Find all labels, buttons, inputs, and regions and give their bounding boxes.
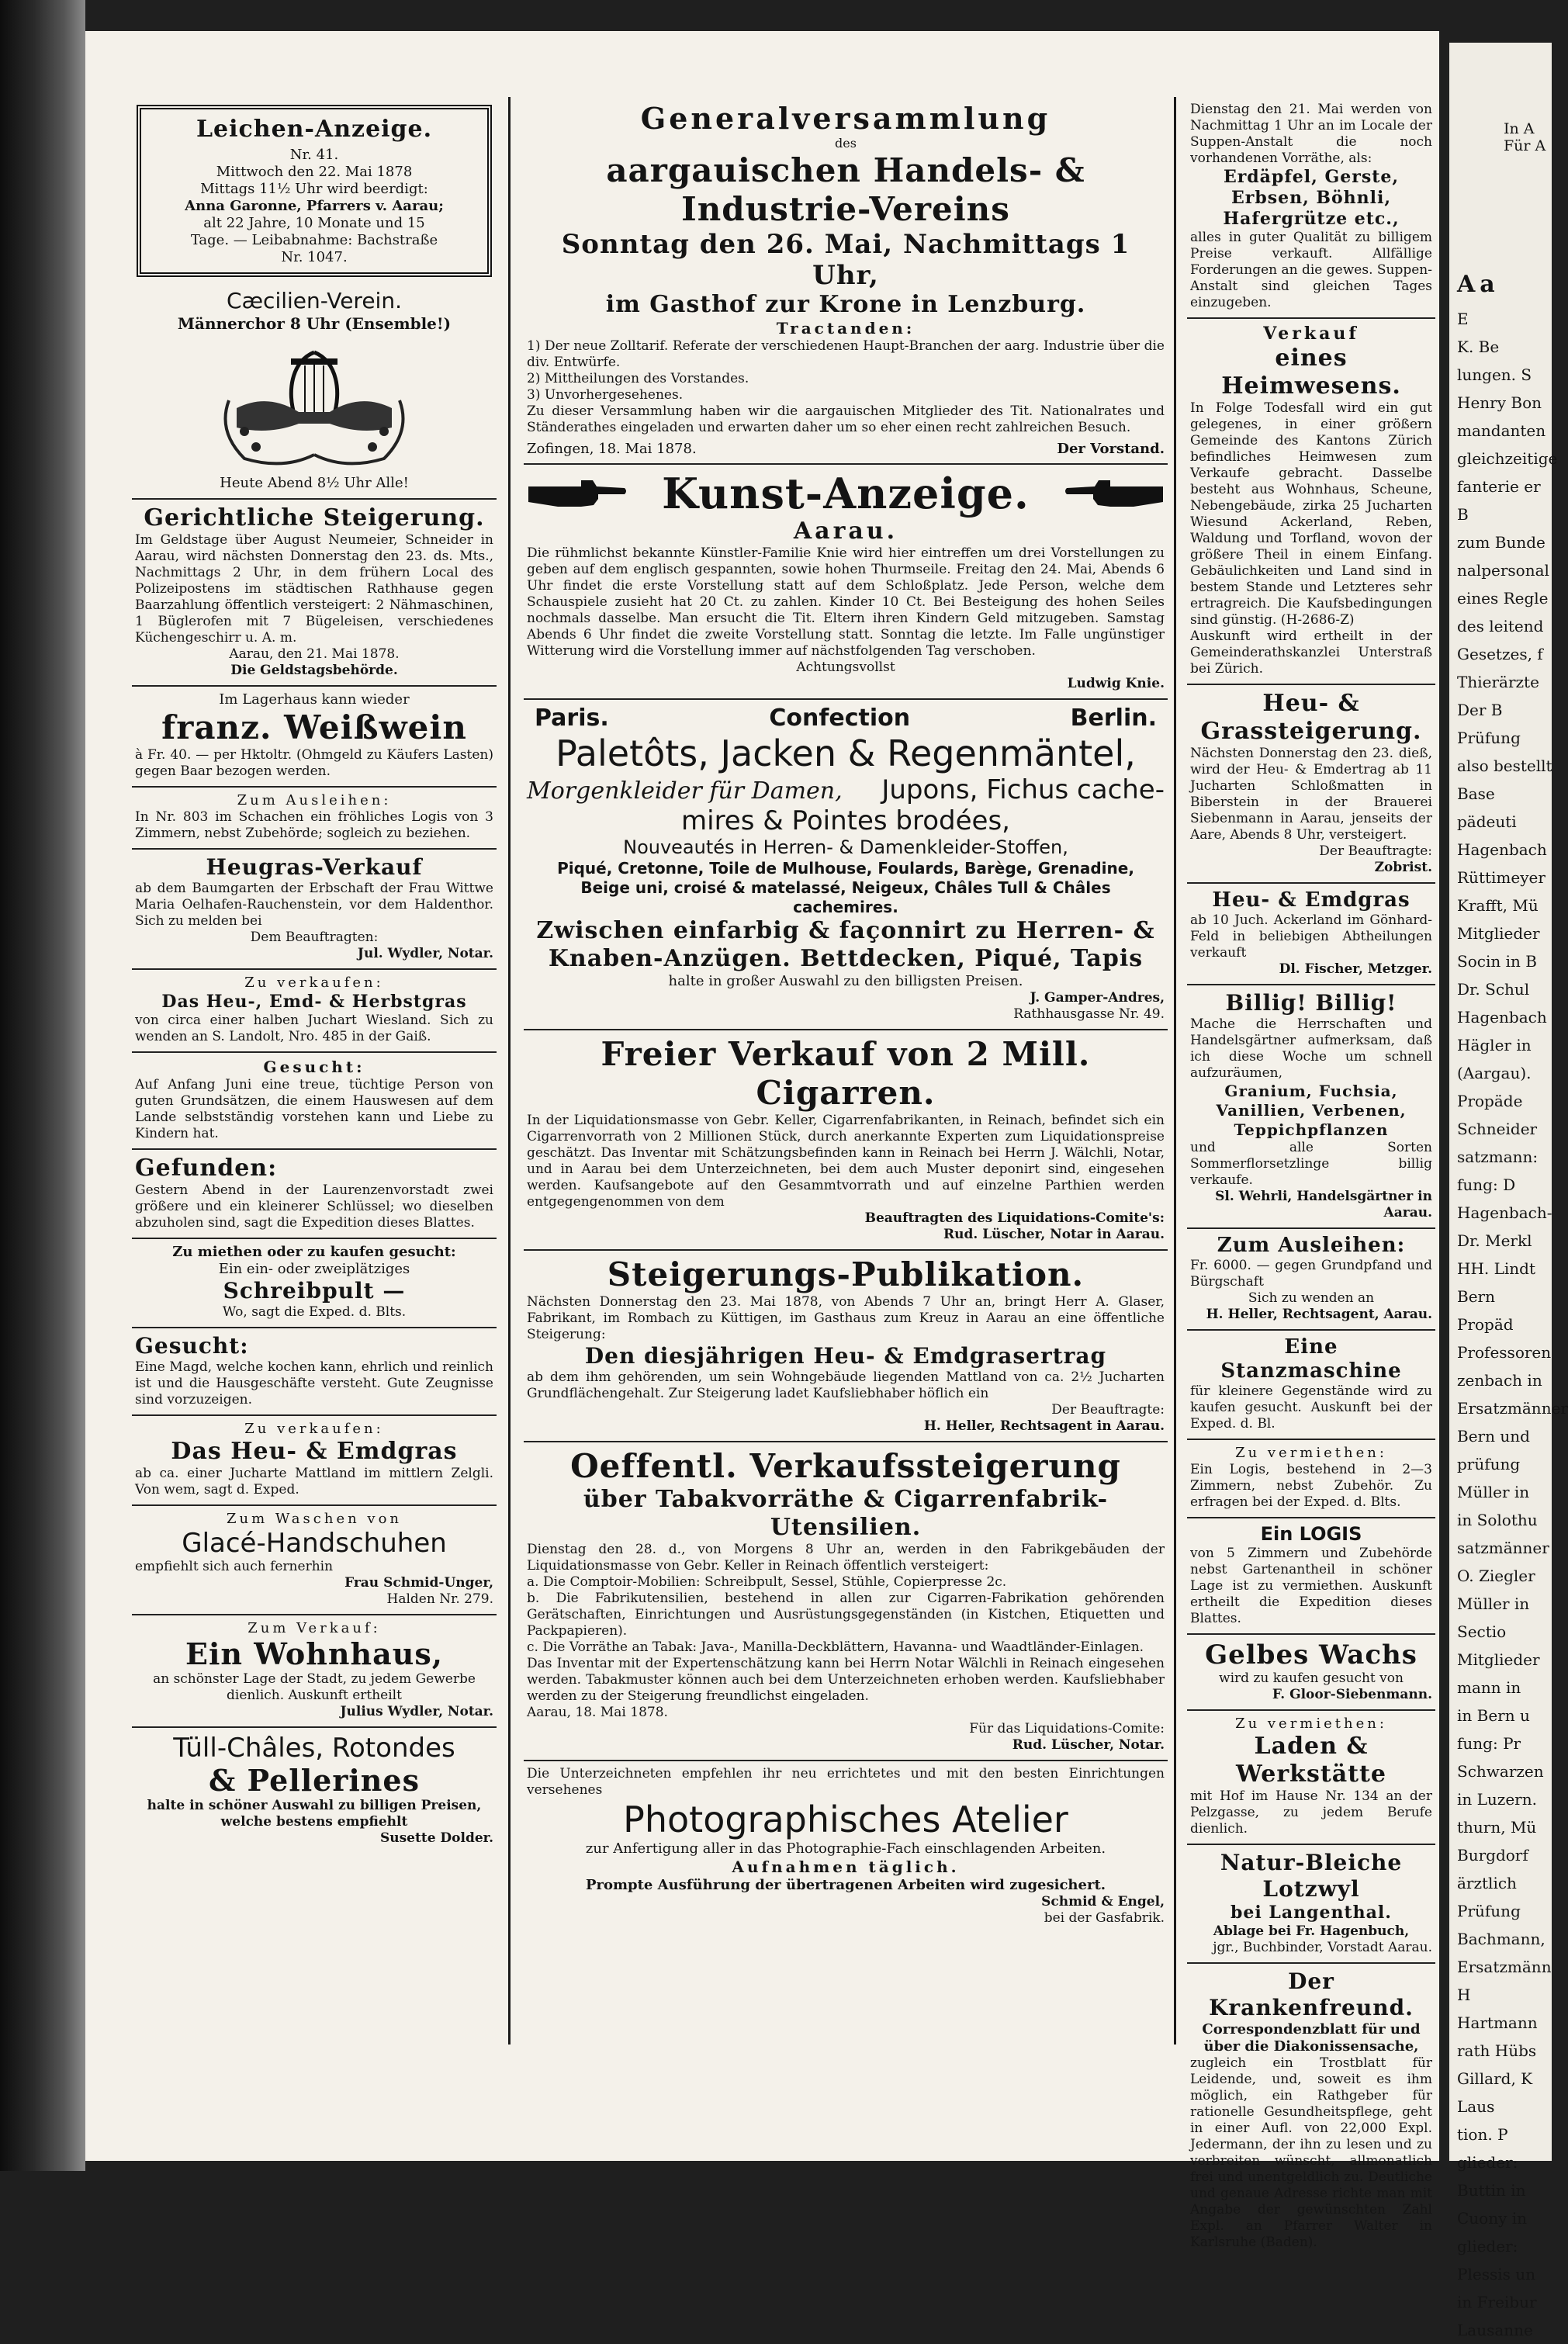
- right-page-line: Schwarzen: [1457, 1762, 1544, 1781]
- tuell-title1: Tüll-Châles, Rotondes: [173, 1733, 455, 1764]
- right-page-line: O. Ziegler: [1457, 1567, 1535, 1585]
- right-page-line: Prüfung: [1457, 729, 1521, 747]
- stanzmaschine-ad: [1187, 1331, 1435, 1440]
- photographie-ad: [524, 1761, 1168, 1933]
- column-left: [132, 97, 497, 2072]
- right-page-line: Krafft, Mü: [1457, 896, 1539, 915]
- emdgras-head: Zu verkaufen:: [244, 1421, 384, 1437]
- billig-sign: Sl. Wehrli, Handelsgärtner in Aarau.: [1215, 1189, 1432, 1220]
- laden-body: mit Hof im Hause Nr. 134 an der Pelzgasse, zu jedem Berufe dienlich.: [1190, 1788, 1432, 1837]
- heugras-ad: [132, 850, 497, 970]
- steigerung-sign: Die Geldstagsbehörde.: [230, 663, 398, 678]
- billig-items: Granium, Fuchsia, Vanillien, Verbenen, Teppichpflanzen: [1216, 1082, 1407, 1139]
- tuell-title2: & Pellerines: [209, 1763, 420, 1798]
- right-page-line: Hartmann: [1457, 2013, 1538, 2032]
- weisswein-pre: Im Lagerhaus kann wieder: [219, 691, 410, 708]
- publikation-sign2: H. Heller, Rechtsagent in Aarau.: [923, 1418, 1165, 1434]
- grassteigerung-sign1: Der Beauftragte:: [1319, 843, 1432, 859]
- right-page-line: fanterie er: [1457, 477, 1541, 496]
- right-page-line: mann in: [1457, 1678, 1521, 1697]
- right-page-line: also bestellt: [1457, 757, 1552, 775]
- confection-right: Berlin.: [1070, 705, 1157, 732]
- column-middle: [524, 97, 1168, 2072]
- column-right: [1187, 97, 1435, 2250]
- confection-header: [527, 705, 1165, 732]
- right-page-line: fung: Pr: [1457, 1734, 1521, 1753]
- right-page-line: Henry Bon: [1457, 393, 1542, 412]
- right-page-line: Gillard, K: [1457, 2069, 1533, 2088]
- confection-mid: Confection: [769, 705, 911, 732]
- emdgras-body: ab ca. einer Jucharte Mattland im mittlern Zelgli. Von wem, sagt d. Exped.: [135, 1466, 493, 1497]
- logis2-title: Ein LOGIS: [1260, 1523, 1362, 1545]
- right-page-line: Base: [1457, 784, 1495, 803]
- right-page-line: Dr. Schul: [1457, 980, 1530, 999]
- bleiche-sub: bei Langenthal.: [1231, 1903, 1392, 1923]
- steigerung-title: Gerichtliche Steigerung.: [144, 504, 485, 531]
- oeffentl-item: c. Die Vorräthe an Tabak: Java-, Manilla-Deckblättern, Havanna- und Waadtländer-Einlagen.: [527, 1639, 1144, 1655]
- right-page-line: HH. Lindt: [1457, 1259, 1535, 1278]
- oeffentl-sub: über Tabakvorräthe & Cigarrenfabrik-Utensilien.: [583, 1486, 1109, 1541]
- gv-tract-head: Tractanden:: [776, 319, 916, 338]
- ausleihen2-sign: H. Heller, Rechtsagent, Aarau.: [1206, 1307, 1432, 1322]
- caecilien-line: Männerchor 8 Uhr (Ensemble!): [177, 314, 452, 333]
- right-page-line: Professoren: [1457, 1343, 1552, 1362]
- kunst-anzeige-ad: [524, 465, 1168, 700]
- suppen-body2: alles in guter Qualität zu billigem Preise verkauft. Allfällige Forderungen an die gewes. Suppen-Anstalt sind gleichen Tages einzugeben.: [1190, 230, 1432, 310]
- facing-page-fragment: [1447, 43, 1568, 2339]
- right-page-line: gleichzeitige: [1457, 449, 1558, 468]
- caecilien-note: Heute Abend 8½ Uhr Alle!: [220, 475, 409, 491]
- bleiche-ad: [1187, 1845, 1435, 1964]
- right-top-lines: [1449, 120, 1552, 154]
- confection-line5: Piqué, Cretonne, Toile de Mulhouse, Foulards, Barège, Grenadine,: [557, 859, 1134, 878]
- handschuhe-head: Zum Waschen von: [226, 1511, 403, 1527]
- gv-title: Generalversammlung: [640, 101, 1051, 136]
- gv-date: Sonntag den 26. Mai, Nachmittags 1 Uhr,: [561, 229, 1130, 291]
- herbstgras-ad: [132, 970, 497, 1053]
- ausleihen2-body2: Sich zu wenden an: [1248, 1290, 1375, 1306]
- ausleihen2-title: Zum Ausleihen:: [1217, 1234, 1406, 1257]
- right-page-line: Müller in: [1457, 1483, 1530, 1501]
- right-page-top-line: Für A: [1504, 137, 1546, 154]
- newspaper-page: [85, 31, 1439, 2250]
- right-page-lines: [1449, 305, 1568, 2344]
- right-page-line: zum Bunde: [1457, 533, 1546, 552]
- publikation-body2: ab dem ihm gehörenden, um sein Wohngebäude liegenden Mattland von ca. 2½ Jucharten Grundflächengehalt. Zur Steigerung ladet Kaufsliebhaber höflich ein: [527, 1369, 1165, 1401]
- logis-ad: [1187, 1440, 1435, 1518]
- scan-binding-edge: [0, 0, 85, 2171]
- heimwesen-body: In Folge Todesfall wird ein gut gelegenes, in einer größern Gemeinde des Kantons Zürich befindliches Heimwesen zum Verkaufe gebracht. Dasselbe besteht aus Wohnhaus, Scheune, Nebengebäude, zirka 25 Jucharten Wiesund Ackerland, Reben, Waldung und Torfland, wovon der größere Theil in einem Einfang. Gebäulichkeiten und Land sind in bestem Stande und Letzteres sehr ertragreich. Die Kaufsbedingungen sind günstig. (H-2686-Z): [1190, 400, 1432, 628]
- steigerung-body: Im Geldstage über August Neumeier, Schneider in Aarau, wird nächsten Donnerstag den 23. ds. Mts., Nachmittags 2 Uhr, in dem frühern Local des Polizeipostens im städtischen Rathhause gegen Baarzahlung öffentlich versteigert: 2 Nähmaschinen, 1 Büglerofen mit 7 Bügeleisen, verschiedenes Küchengeschirr u. A. m.: [135, 532, 493, 646]
- gv-item: 1) Der neue Zolltarif. Referate der verschiedenen Haupt-Branchen der aarg. Industrie über die div. Entwürfe.: [527, 338, 1165, 370]
- magd-body: Eine Magd, welche kochen kann, ehrlich und reinlich ist und die Hausgeschäfte versteht. Gute Zeugnisse sind vorzuzeigen.: [135, 1359, 493, 1407]
- herbstgras-body: von circa einer halben Juchart Wiesland. Sich zu wenden an S. Landolt, Nro. 485 in der Gaiß.: [135, 1013, 493, 1044]
- confection-line2: [527, 774, 1165, 805]
- right-page-line: tion. P: [1457, 2125, 1508, 2144]
- magd-ad: [132, 1328, 497, 1416]
- column-rule-1: [508, 97, 511, 2045]
- leichen-title: Leichen-Anzeige.: [196, 116, 433, 143]
- billig-title: Billig! Billig!: [1225, 990, 1397, 1016]
- right-page-line: in Luzern.: [1457, 1790, 1537, 1809]
- photo-sign1: Schmid & Engel,: [1041, 1894, 1165, 1909]
- kunst-city: Aarau.: [793, 518, 898, 545]
- right-page-line: E: [1457, 310, 1469, 328]
- schreibpult-pre: Zu miethen oder zu kaufen gesucht:: [172, 1244, 456, 1260]
- right-page-line: Bern: [1457, 1287, 1495, 1306]
- gesucht-body: Auf Anfang Juni eine treue, tüchtige Person von guten Grundsätzen, die einem Hauswesen auf dem Lande selbstständig vorstehen kann und Liebe zu Kindern hat.: [135, 1077, 493, 1141]
- weisswein-ad: [132, 687, 497, 788]
- right-page-line: Gesetzes, f: [1457, 645, 1543, 663]
- handschuhe-title: Glacé-Handschuhen: [182, 1528, 447, 1559]
- right-page-line: Hagenbach-: [1457, 1203, 1552, 1222]
- suppen-anstalt-ad: [1187, 97, 1435, 319]
- right-page-line: Dr. Merkl: [1457, 1231, 1532, 1250]
- confection-line9: halte in großer Auswahl zu den billigsten Preisen.: [668, 973, 1023, 989]
- right-page-line: Mitglieder: [1457, 924, 1540, 943]
- right-page-line: glieder:: [1457, 2237, 1518, 2256]
- oeffentl-sign1: Für das Liquidations-Comite:: [969, 1721, 1165, 1736]
- right-page-line: zenbach in: [1457, 1371, 1542, 1390]
- right-page-line: rath Hübs: [1457, 2041, 1537, 2060]
- gesucht-head: Gesucht:: [263, 1058, 365, 1076]
- wohnhaus-body: an schönster Lage der Stadt, zu jedem Gewerbe dienlich. Auskunft ertheilt: [153, 1671, 476, 1703]
- schreibpult-title: Schreibpult —: [223, 1278, 406, 1304]
- emdgras2-sign: Dl. Fischer, Metzger.: [1279, 961, 1432, 977]
- oeffentl-date: Aarau, 18. Mai 1878.: [527, 1705, 668, 1720]
- grassteigerung-ad: [1187, 685, 1435, 884]
- publikation-title: Steigerungs-Publikation.: [607, 1255, 1085, 1293]
- heimwesen-title: eines Heimwesens.: [1221, 345, 1401, 400]
- pointing-hand-right-icon: [527, 476, 628, 511]
- publikation-sign1: Der Beauftragte:: [1051, 1402, 1165, 1418]
- laden-ad: [1187, 1711, 1435, 1845]
- confection-sign1: J. Gamper-Andres,: [1030, 990, 1165, 1006]
- ausleihen-body: In Nr. 803 im Schachen ein fröhliches Logis von 3 Zimmern, nebst Zubehörde; sogleich zu beziehen.: [135, 809, 493, 841]
- right-page-line: glieder:: [1457, 2153, 1518, 2172]
- right-page-line: Der B: [1457, 701, 1503, 719]
- bleiche-title: Natur-Bleiche Lotzwyl: [1220, 1850, 1403, 1902]
- right-page-line: B: [1457, 505, 1469, 524]
- leichen-line: Mittwoch den 22. Mai 1878: [216, 164, 413, 180]
- right-page-line: prüfung: [1457, 1455, 1521, 1473]
- leichen-line: Tage. — Leibabnahme: Bachstraße: [190, 232, 438, 248]
- gv-item: 3) Unvorhergesehenes.: [527, 387, 684, 403]
- leichen-line: Nr. 41.: [289, 147, 339, 163]
- weisswein-body: à Fr. 40. — per Hktoltr. (Ohmgeld zu Käufers Lasten) gegen Baar bezogen werden.: [135, 747, 493, 779]
- cigarren-ad: [524, 1030, 1168, 1251]
- right-page-line: thurn, Mü: [1457, 1818, 1537, 1837]
- right-page-line: Buttin in: [1457, 2181, 1526, 2200]
- logis1-head: Zu vermiethen:: [1235, 1445, 1387, 1461]
- tuell-ad: [132, 1728, 497, 1853]
- right-page-line: satzmann:: [1457, 1148, 1539, 1166]
- oeffentl-intro: Dienstag den 28. d., von Morgens 8 Uhr an, werden in den Fabrikgebäuden der Liquidationsmasse von Gebr. Keller in Reinach öffentlich versteigert:: [527, 1542, 1165, 1574]
- right-page-line: Plessis un: [1457, 2265, 1535, 2283]
- right-page-line: des leitend: [1457, 617, 1544, 635]
- caecilien-title: Cæcilien-Verein.: [227, 288, 402, 313]
- heugras-title: Heugras-Verkauf: [206, 854, 423, 880]
- right-page-line: Ersatzmänn: [1457, 1958, 1552, 1976]
- right-page-line: Propäd: [1457, 1315, 1514, 1334]
- oeffentl-sign2: Rud. Lüscher, Notar.: [1012, 1737, 1165, 1753]
- right-page-line: Sectio: [1457, 1622, 1507, 1641]
- leichen-text: [146, 147, 483, 266]
- ausleihen2-body: Fr. 6000. — gegen Grundpfand und Bürgschaft: [1190, 1258, 1432, 1290]
- ausleihen-geld-ad: [1187, 1229, 1435, 1331]
- right-page-line: Hagenbach: [1457, 840, 1547, 859]
- gv-place: im Gasthof zur Krone in Lenzburg.: [605, 291, 1086, 318]
- right-page-line: H: [1457, 1986, 1471, 2004]
- confection-line1: Paletôts, Jacken & Regenmäntel,: [556, 732, 1136, 774]
- gefunden-body: Gestern Abend in der Laurenzenvorstadt zwei größere und ein kleinerer Schlüssel; wo dieselben abzuholen sind, sagt die Expedition dieses Blattes.: [135, 1182, 493, 1231]
- grassteigerung-title: Heu- & Grassteigerung.: [1200, 690, 1422, 745]
- generalversammlung-ad: [524, 97, 1168, 465]
- photo-title: Photographisches Atelier: [623, 1799, 1068, 1840]
- schreibpult-body: Wo, sagt die Exped. d. Blts.: [222, 1304, 407, 1320]
- krankenfreund-sub: Correspondenzblatt für und über die Diakonissensache,: [1202, 2021, 1421, 2055]
- handschuhe-ad: [132, 1506, 497, 1615]
- gv-verein: aargauischen Handels- & Industrie-Vereins: [606, 151, 1085, 228]
- confection-line2b: Jupons, Fichus cache-: [881, 774, 1165, 805]
- stanzmaschine-body: für kleinere Gegenstände wird zu kaufen gesucht. Auskunft bei der Exped. d. Bl.: [1190, 1383, 1432, 1432]
- herbstgras-title: Das Heu-, Emd- & Herbstgras: [161, 992, 467, 1012]
- emdgras-title: Das Heu- & Emdgras: [171, 1438, 458, 1465]
- confection-left: Paris.: [535, 705, 609, 732]
- oeffentl-item: a. Die Comptoir-Mobilien: Schreibpult, Sessel, Stühle, Copierpresse 2c.: [527, 1574, 1007, 1590]
- gv-des: des: [835, 136, 857, 151]
- logis-5-zimmer-ad: [1187, 1518, 1435, 1635]
- ausleihen-head: Zum Ausleihen:: [237, 792, 392, 808]
- emdgras2-body: ab 10 Juch. Ackerland im Gönhard-Feld in beliebigen Abtheilungen verkauft: [1190, 912, 1432, 961]
- right-page-line: Burgdorf: [1457, 1846, 1528, 1864]
- wohnhaus-head: Zum Verkauf:: [247, 1620, 381, 1636]
- krankenfreund-ad: [1187, 1964, 1435, 2257]
- right-page-line: Schneider: [1457, 1120, 1538, 1138]
- handschuhe-sign1: Frau Schmid-Unger,: [344, 1575, 493, 1591]
- right-page-line: Socin in B: [1457, 952, 1537, 971]
- right-page-line: in Bern u: [1457, 1706, 1530, 1725]
- confection-ad: [524, 700, 1168, 1030]
- confection-line2a: Morgenkleider für Damen,: [527, 777, 843, 805]
- magd-title: Gesucht:: [135, 1333, 249, 1359]
- right-page-line: fung: D: [1457, 1175, 1516, 1194]
- suppen-items: Erdäpfel, Gerste, Erbsen, Böhnli, Hafergrütze etc.,: [1223, 167, 1400, 229]
- wachs-sign: F. Gloor-Siebenmann.: [1272, 1687, 1432, 1702]
- right-page-line: mandanten: [1457, 421, 1546, 440]
- confection-line7: Zwischen einfarbig & façonnirt zu Herren- &: [536, 917, 1155, 944]
- ausleihen-logis-ad: [132, 788, 497, 850]
- laden-head: Zu vermiethen:: [1235, 1716, 1387, 1732]
- gv-date-line: Zofingen, 18. Mai 1878.: [527, 441, 697, 457]
- confection-line4: Nouveautés in Herren- & Damenkleider-Stoffen,: [623, 836, 1068, 858]
- gv-item: 2) Mittheilungen des Vorstandes.: [527, 371, 749, 386]
- wohnhaus-sign: Julius Wydler, Notar.: [340, 1704, 493, 1719]
- wohnhaus-ad: [132, 1615, 497, 1728]
- confection-line6: Beige uni, croisé & matelassé, Neigeux, Châles Tull & Châles cachemires.: [580, 878, 1111, 916]
- schreibpult-pre2: Ein ein- oder zweiplätziges: [218, 1261, 410, 1277]
- bleiche-body: Ablage bei Fr. Hagenbuch,: [1213, 1923, 1410, 1939]
- leichen-anzeige: [137, 105, 492, 277]
- heimwesen-ad: [1187, 319, 1435, 685]
- right-page-line: Bachmann,: [1457, 1930, 1546, 1948]
- cigarren-title: Freier Verkauf von 2 Mill. Cigarren.: [601, 1035, 1091, 1112]
- leichen-line: alt 22 Jahre, 10 Monate und 15: [203, 215, 425, 231]
- right-page-line: Prüfung: [1457, 1902, 1521, 1920]
- grassteigerung-sign2: Zobrist.: [1374, 860, 1432, 875]
- right-page-line: Bern und: [1457, 1427, 1530, 1446]
- leichen-line: Mittags 11½ Uhr wird beerdigt:: [200, 181, 428, 197]
- heugras-sign2: Jul. Wydler, Notar.: [357, 946, 493, 961]
- steigerung-date: Aarau, den 21. Mai 1878.: [229, 646, 400, 662]
- heimwesen-body2: Auskunft wird ertheilt in der Gemeinderathskanzlei Unterstraß bei Zürich.: [1190, 628, 1432, 677]
- wachs-title: Gelbes Wachs: [1205, 1639, 1417, 1671]
- steigerungs-publikation-ad: [524, 1251, 1168, 1442]
- billig-body2: und alle Sorten Sommerflorsetzlinge billig verkaufe.: [1190, 1140, 1432, 1188]
- right-page-line: eines Regle: [1457, 589, 1549, 608]
- handschuhe-sign2: Halden Nr. 279.: [386, 1591, 493, 1607]
- right-page-line: (Aargau).: [1457, 1064, 1532, 1082]
- oeffentl-title: Oeffentl. Verkaufssteigerung: [570, 1447, 1121, 1485]
- wohnhaus-title: Ein Wohnhaus,: [185, 1636, 443, 1671]
- right-page-line: Hagenbach: [1457, 1008, 1547, 1027]
- caecilien-ad: [132, 283, 497, 500]
- laden-title: Laden & Werkstätte: [1236, 1733, 1386, 1788]
- kunst-header: [527, 469, 1165, 518]
- right-page-line: Lausanne: [1457, 2321, 1533, 2339]
- bleiche-sign: jgr., Buchbinder, Vorstadt Aarau.: [1213, 1940, 1432, 1955]
- handschuhe-body: empfiehlt sich auch fernerhin: [135, 1559, 334, 1574]
- krankenfreund-title: Der Krankenfreund.: [1209, 1968, 1414, 2020]
- krankenfreund-body: zugleich ein Trostblatt für Leidende, und, soweit es ihm möglich, ein Rathgeber für rationelle Gesundheitspflege, geht in einer Aufl. von 22,000 Expl. Jedermann, der ihn zu lesen und zu verbreiten wünscht, allmonatlich frei und unentgeldlich zu. Deutliche und genaue Adresse richte man mit Angabe der gewünschten Zahl Expl. an Pfarrer Walter in Karlsruhe (Baden).: [1190, 2055, 1432, 2250]
- logis1-body: Ein Logis, bestehend in 2—3 Zimmern, nebst Zubehör. Zu erfragen bei der Exped. d. Blts.: [1190, 1462, 1432, 1510]
- right-page-line: Ersatzmänner: [1457, 1399, 1568, 1418]
- gv-body: Zu dieser Versammlung haben wir die aargauischen Mitglieder des Tit. Nationalrates und Ständerathes eingeladen und erwarten daher um so eher einen recht zahlreichen Besuch.: [527, 403, 1165, 435]
- weisswein-title: franz. Weißwein: [161, 708, 467, 746]
- photo-prompt: Prompte Ausführung der übertragenen Arbeiten wird zugesichert.: [585, 1877, 1106, 1893]
- right-page-line: Müller in: [1457, 1594, 1530, 1613]
- kunst-sign: Ludwig Knie.: [1067, 676, 1165, 691]
- right-page-line: Hägler in: [1457, 1036, 1532, 1054]
- oeffentl-body: Das Inventar mit der Expertenschätzung kann bei Herrn Notar Wälchli in Reinach eingesehen werden. Tabakmuster können auch bei dem Unterzeichneten erhoben werden. Kaufsliebhaber werden zu der Steigerung freundlichst eingeladen.: [527, 1656, 1165, 1704]
- gefunden-ad: [132, 1150, 497, 1239]
- photo-daily: Aufnahmen täglich.: [732, 1858, 960, 1876]
- heugras-body: ab dem Baumgarten der Erbschaft der Frau Wittwe Maria Oelhafen-Rauchenstein, vor dem Haldenthor. Sich zu melden bei: [135, 881, 493, 929]
- cigarren-sign2: Rud. Lüscher, Notar in Aarau.: [943, 1227, 1165, 1242]
- gerichtliche-steigerung-ad: [132, 500, 497, 687]
- right-page-line: Thierärzte: [1457, 673, 1539, 691]
- wachs-ad: [1187, 1635, 1435, 1711]
- verkaufssteigerung-ad: [524, 1442, 1168, 1761]
- leichen-line: Anna Garonne, Pfarrers v. Aarau;: [185, 198, 444, 214]
- publikation-body: Nächsten Donnerstag den 23. Mai 1878, von Abends 7 Uhr an, bringt Herr A. Glaser, Fabrikant, im Rombach zu Küttigen, im Gasthaus zum Kreuz in Aarau an eine öffentliche Steigerung:: [527, 1294, 1165, 1342]
- grassteigerung-body: Nächsten Donnerstag den 23. dieß, wird der Heu- & Emdertrag ab 11 Jucharten Schloßmatten in Biberstein in der Brauerei Siebenmann in Aarau, jenseits der Aare, Abends 8 Uhr, versteigert.: [1190, 746, 1432, 843]
- emdgras2-title: Heu- & Emdgras: [1212, 888, 1411, 912]
- tuell-sign: Susette Dolder.: [379, 1830, 493, 1846]
- tuell-body: halte in schöner Auswahl zu billigen Preisen, welche bestens empfiehlt: [147, 1798, 482, 1830]
- photo-sign2: bei der Gasfabrik.: [1044, 1910, 1165, 1926]
- confection-line8: Knaben-Anzügen. Bettdecken, Piqué, Tapis: [548, 945, 1144, 972]
- emdgras-ad: [132, 1416, 497, 1506]
- right-page-line: in Freibur: [1457, 2293, 1537, 2311]
- wachs-body: wird zu kaufen gesucht von: [1219, 1671, 1404, 1686]
- photo-body: zur Anfertigung aller in das Photographie-Fach einschlagenden Arbeiten.: [585, 1840, 1106, 1857]
- photo-pre: Die Unterzeichneten empfehlen ihr neu errichtetes und mit den besten Einrichtungen versehenes: [527, 1766, 1165, 1798]
- confection-line3: mires & Pointes brodées,: [681, 805, 1010, 836]
- gesucht-person-ad: [132, 1053, 497, 1150]
- right-page-line: in Solothu: [1457, 1511, 1538, 1529]
- right-page-top-line: In A: [1504, 120, 1535, 137]
- right-page-line: lungen. S: [1457, 365, 1532, 384]
- herbstgras-head: Zu verkaufen:: [244, 975, 384, 991]
- billig-ad: [1187, 985, 1435, 1229]
- suppen-body: Dienstag den 21. Mai werden von Nachmittag 1 Uhr an im Locale der Suppen-Anstalt die noch vorhandenen Vorräthe, als:: [1190, 102, 1432, 166]
- gv-sign: Der Vorstand.: [1057, 441, 1165, 457]
- right-page-line: satzmänner: [1457, 1539, 1549, 1557]
- cigarren-body: In der Liquidationsmasse von Gebr. Keller, Cigarrenfabrikanten, in Reinach, befindet sich ein Cigarrenvorrath von 2 Millionen Stück, durch anerkannte Experten zum Liquidationspreise geschätzt. Das Inventar mit Schätzungsbefinden kann in Reinach bei Herrn J. Wälchli, Notar, und in Aarau bei dem Unterzeichneten, bei dem auch Muster deponirt sind, eingesehen werden. Kaufsangebote auf den Gesammtvorrath und auf einzelne Parthien werden entgegengenommen von dem: [527, 1113, 1165, 1210]
- stanzmaschine-title: Eine Stanzmaschine: [1220, 1335, 1402, 1383]
- gefunden-title: Gefunden:: [135, 1155, 278, 1182]
- billig-body: Mache die Herrschaften und Handelsgärtner aufmerksam, daß ich diese Woche um schnell aufzuräumen,: [1190, 1016, 1432, 1081]
- right-page-line: Cuony in: [1457, 2209, 1528, 2228]
- right-page-line: Rüttimeyer: [1457, 868, 1546, 887]
- gv-footer: [527, 441, 1165, 457]
- kunst-body: Die rühmlichst bekannte Künstler-Familie Knie wird hier eintreffen um drei Vorstellungen zu geben auf dem englisch gespannten, sowie hohen Thurmseile. Freitag den 24. Mai, Abends 6 Uhr findet die erste Vorstellung statt auf dem Schloßplatz. Jede Person, welche dem Schauspiele zusieht hat 20 Ct. zu zahlen. Kinder 10 Ct. Bei Besteigung des hohen Seiles nochmals dasselbe. Man ersucht die Tit. Eltern ihren Kindern Geld mitzugeben. Samstag Abends 6 Uhr findet die zweite Vorstellung statt. Sonntag die letzte. Im Falle ungünstiger Witterung wird die Vorstellung immer auf nächstfolgenden Tag verschoben.: [527, 545, 1165, 659]
- right-page-line: Propäde: [1457, 1092, 1523, 1110]
- cigarren-sign1: Beauftragten des Liquidations-Comite's:: [864, 1210, 1165, 1226]
- right-page-line: Mitglieder: [1457, 1650, 1540, 1669]
- heugras-sign1: Dem Beauftragten:: [250, 930, 379, 945]
- leichen-line: Nr. 1047.: [281, 249, 348, 265]
- logis2-body: von 5 Zimmern und Zubehörde nebst Gartenantheil in schöner Lage ist zu vermiethen. Auskunft ertheilt die Expedition dieses Blattes.: [1190, 1546, 1432, 1626]
- right-page-line: K. Be: [1457, 338, 1500, 356]
- schreibpult-ad: [132, 1239, 497, 1328]
- confection-sign2: Rathhausgasse Nr. 49.: [1013, 1006, 1165, 1022]
- emdgras-fischer-ad: [1187, 884, 1435, 985]
- kunst-title: Kunst-Anzeige.: [662, 469, 1030, 518]
- publikation-sub: Den diesjährigen Heu- & Emdgrasertrag: [584, 1343, 1107, 1369]
- right-page-line: pädeuti: [1457, 812, 1517, 831]
- right-page-line: Laus: [1457, 2097, 1495, 2116]
- column-rule-2: [1174, 97, 1176, 2045]
- right-page-line: nalpersonal: [1457, 561, 1549, 580]
- lyre-handshake-emblem-icon: [213, 338, 415, 470]
- right-page-head: Aa: [1457, 271, 1500, 298]
- pointing-hand-left-icon: [1064, 476, 1165, 511]
- oeffentl-item: b. Die Fabrikutensilien, bestehend in allen zur Cigarren-Fabrikation gehörenden Gerätschaften, Einrichtungen und Ausrüstungsgegenständen (in Kistchen, Etiquetten und Packpapieren).: [527, 1591, 1165, 1639]
- kunst-closing: Achtungsvollst: [796, 660, 895, 675]
- heimwesen-head: Verkauf: [1263, 324, 1359, 344]
- right-page-line: ärztlich: [1457, 1874, 1517, 1892]
